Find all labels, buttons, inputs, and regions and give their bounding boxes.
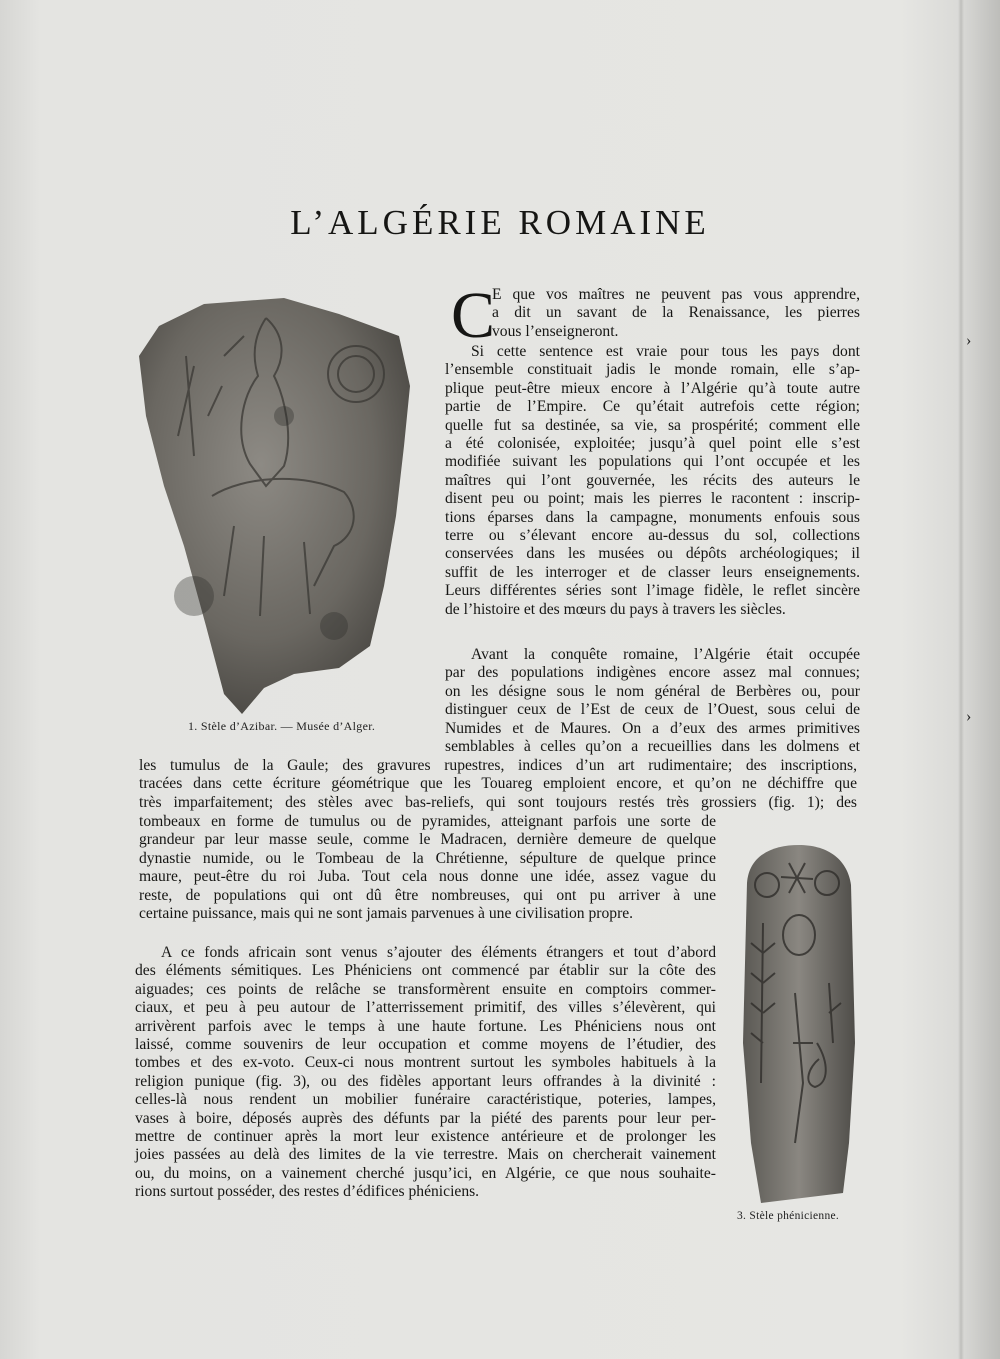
text-line: plique peut-être mieux encore à l’Algérie qu’à toute autre — [445, 379, 860, 397]
text-line: des éléments sémitiques. Les Phéniciens ont commencé par établir sur la côte des — [135, 962, 716, 980]
text-line: religion punique (fig. 3), ou des fidèles apportant leurs offrandes à la divinité : — [135, 1072, 716, 1090]
text-line: rions surtout posséder, des restes d’édifices phéniciens. — [135, 1183, 480, 1201]
text-line: tracées dans cette écriture géométrique que les Touareg emploient encore, et qu’on ne déchiffre que — [139, 775, 857, 793]
text-line: arrivèrent parfois avec le temps à une haute fortune. Les Phéniciens nous ont — [135, 1017, 716, 1035]
text-line: grandeur par leur masse seule, comme le Madracen, dernière demeure de quelque — [139, 831, 716, 849]
text-line: semblables à celles qu’on a recueillies dans les dolmens et — [445, 738, 860, 756]
text-line: Numides et de Maures. On a d’eux des armes primitives — [445, 719, 860, 737]
text-line: A ce fonds africain sont venus s’ajouter des éléments étrangers et tout d’abord — [161, 944, 716, 961]
intro-lines — [492, 286, 860, 341]
text-line: Avant la conquête romaine, l’Algérie était occupée — [471, 646, 860, 663]
paragraph-1 — [445, 343, 860, 619]
text-line: tions éparses dans la campagne, monuments enfouis sous — [445, 508, 860, 526]
text-line: dynastie numide, ou le Tombeau de la Chrétienne, sépulture de quelque prince — [139, 849, 716, 867]
text-line: on les désigne sous le nom général de Berbères ou, pour — [445, 682, 860, 700]
text-line: certaine puissance, mais qui ne sont jamais parvenues à une civilisation propre. — [139, 905, 634, 923]
text-line: laissé, comme souvenirs de leur occupation et comme moyens de l’étudier, des — [135, 1036, 716, 1054]
stele-phenicienne-image — [733, 843, 863, 1205]
text-line: quelle fut sa destinée, sa vie, sa prospérité; comment elle — [445, 416, 860, 434]
text-line: reste, de populations qui ont dû être nombreuses, qui ont pu arriver à une — [139, 886, 716, 904]
text-line: distinguer ceux de l’Est de ceux de l’Ouest, sous celui de — [445, 701, 860, 719]
margin-mark-middle: › — [966, 708, 972, 725]
text-line: vous l’enseigneront. — [492, 322, 619, 340]
text-line: de l’histoire et des mœurs du pays à travers les siècles. — [445, 600, 786, 618]
text-line: tombeaux en forme de tumulus ou de pyramides, atteignant parfois une sorte de — [139, 813, 716, 830]
text-line: suffit de les interroger et de classer leurs enseignements. — [445, 563, 860, 581]
text-line: maure, peut-être du roi Juba. Tout cela nous donne une idée, assez vague du — [139, 868, 716, 886]
paragraph-2-right — [445, 646, 860, 756]
text-line: partie de l’Empire. Ce qu’était autrefois cette région; — [445, 398, 860, 416]
paragraph-2-full — [139, 757, 857, 812]
text-line: terre ou s’élevant encore au-dessus du sol, collections — [445, 527, 860, 545]
text-line: mettre de continuer après la mort leur existence antérieure et de prolonger les — [135, 1128, 716, 1146]
text-line: Leurs différentes séries sont l’image fidèle, le reflet sincère — [445, 582, 860, 600]
text-line: modifiée suivant les populations qui l’ont occupée et les — [445, 453, 860, 471]
text-line: par des populations indigènes encore assez mal connues; — [445, 664, 860, 682]
text-line: vases à boire, déposés auprès des défunts par la piété des parents pour leur per- — [135, 1109, 716, 1127]
text-line: tombes et des ex-voto. Ceux-ci nous montrent surtout les symboles habituels à la — [135, 1054, 716, 1072]
text-line: E que vos maîtres ne peuvent pas vous apprendre, — [492, 286, 860, 303]
text-line: Si cette sentence est vraie pour tous les pays dont — [471, 343, 860, 360]
text-line: très imparfaitement; des stèles avec bas-reliefs, qui sont toujours restés très grossiers (fig. 1); des — [139, 793, 857, 811]
text-line: ou, du moins, on a vainement cherché jusqu’ici, en Algérie, ce que nous souhaite- — [135, 1164, 716, 1182]
text-line: ciaux, et peu à peu autour de l’atterrissement primitif, des villes s’élevèrent, qui — [135, 999, 716, 1017]
paragraph-2-left — [139, 813, 716, 923]
text-line: maîtres qui l’ont gouvernée, les récits des auteurs le — [445, 471, 860, 489]
text-line: a été colonisée, exploitée; jusqu’à quel point elle s’est — [445, 435, 860, 453]
text-line: disent peu ou point; mais les pierres le racontent : inscrip- — [445, 490, 860, 508]
paragraph-3 — [135, 944, 716, 1202]
text-line: conservées dans les musées ou dépôts archéologiques; il — [445, 545, 860, 563]
text-line: a dit un savant de la Renaissance, les pierres — [492, 304, 860, 322]
text-line: l’ensemble constituait jadis le monde romain, elle s’ap- — [445, 361, 860, 379]
text-line: les tumulus de la Gaule; des gravures rupestres, indices d’un art rudimentaire; des inscriptions, — [139, 757, 857, 774]
fig3-caption: 3. Stèle phénicienne. — [737, 1210, 840, 1222]
drop-cap: C — [451, 279, 496, 352]
text-line: joies passées au delà des limites de la vie terrestre. Mais on chercherait vainement — [135, 1146, 716, 1164]
page-title: L’ALGÉRIE ROMAINE — [290, 203, 710, 242]
margin-mark-top: › — [966, 332, 972, 349]
fig1-caption: 1. Stèle d’Azibar. — Musée d’Alger. — [188, 719, 376, 733]
stele-azibar-image — [134, 296, 416, 716]
text-line: aiguades; ces points de relâche se transformèrent ensuite en comptoirs commer- — [135, 980, 716, 998]
text-line: celles-là nous rendent un mobilier funéraire caractéristique, poteries, lampes, — [135, 1091, 716, 1109]
